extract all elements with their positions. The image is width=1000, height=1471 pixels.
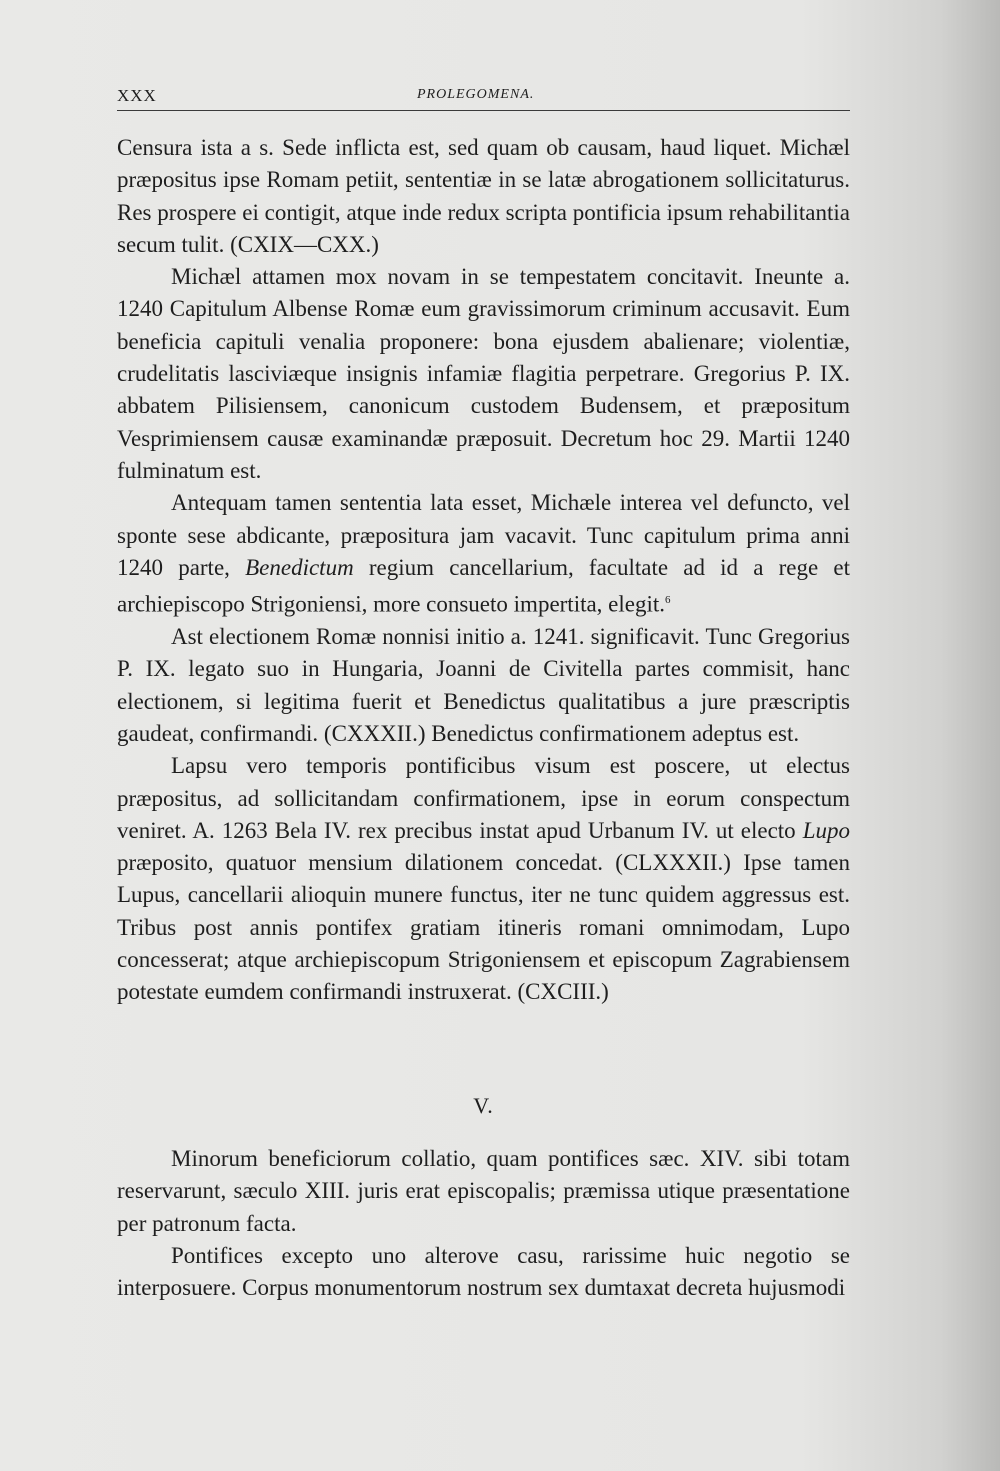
paragraph-text: Lapsu vero temporis pontificibus visum est poscere, ut electus præpositus, ad sollicitandam confirmationem, ipse in eorum conspectum veniret. A. 1263 Bela IV. rex precibus instat apud Urbanum IV. ut electo bbox=[117, 753, 850, 843]
paragraph-censura: Censura ista a s. Sede inflicta est, sed quam ob causam, haud liquet. Michæl præpositus ipse Romam petiit, sententiæ in se latæ abrogationem sollicitaturus. Res prospere ei contigit, atque inde redux scripta pontificia ipsum rehabilitantia secum tulit. (CXIX—CXX.) bbox=[117, 135, 850, 257]
paragraph-lapsu bbox=[117, 750, 850, 1008]
footnote-reference: 6 bbox=[665, 594, 671, 607]
italic-name: Benedictum bbox=[245, 554, 354, 580]
italic-name: Lupo bbox=[802, 817, 850, 843]
paragraph-pontifices: Pontifices excepto uno alterove casu, rarissime huic negotio se interposuere. Corpus monumentorum nostrum sex dumtaxat decreta hujusmodi bbox=[117, 1242, 850, 1301]
section-text bbox=[117, 1143, 850, 1304]
section-heading: V. bbox=[473, 1093, 494, 1118]
paragraph-minorum: Minorum beneficiorum collatio, quam pontifices sæc. XIV. sibi totam reservarunt, sæculo XIII. juris erat episcopalis; præmissa utique præsentatione per patronum facta. bbox=[117, 1146, 850, 1236]
paragraph-text: regium cancellarium, facultate ad id a rege et archiepiscopo Strigoniensi, more consueto impertita, elegit. bbox=[117, 554, 851, 617]
paragraph-text: Antequam tamen sententia lata esset, Michæle interea vel defuncto, vel sponte sese abdicante, præpositura jam vacavit. Tunc capitulum prima anni 1240 parte, bbox=[117, 490, 850, 580]
paragraph-ast: Ast electionem Romæ nonnisi initio a. 1241. significavit. Tunc Gregorius P. IX. legato suo in Hungaria, Joanni de Civitella partes commisit, hanc electionem, si legitima fuerit et Benedictus qualitatibus a jure præscriptis gaudeat, confirmandi. (CXXXII.) Benedictus confirmationem adeptus est. bbox=[117, 624, 850, 746]
paragraph-michael: Michæl attamen mox novam in se tempestatem concitavit. Ineunte a. 1240 Capitulum Albense Romæ eum gravissimorum criminum accusavit. Eum beneficia capituli venalia proponere: bona ejusdem abalienare; violentiæ, crudelitatis lasciviæque insignis infamiæ flagitia perpetrare. Gregorius P. IX. abbatem Pilisiensem, canonicum custodem Budensem, et præpositum Vesprimiensem causæ examinandæ præposuit. Decretum hoc 29. Martii 1240 fulminatum est. bbox=[117, 264, 850, 483]
page-number: XXX bbox=[117, 86, 157, 105]
main-text bbox=[117, 132, 850, 1009]
running-title: PROLEGOMENA. bbox=[417, 87, 535, 102]
paragraph-text: præposito, quatuor mensium dilationem concedat. (CLXXXII.) Ipse tamen Lupus, cancellarii alioquin munere functus, iter ne tunc quidem aggressus est. Tribus post annis pontifex gratiam itineris romani omnimodam, Lupo concesserat; atque archiepiscopum Strigoniensem et episcopum Zagrabiensem potestate eumdem confirmandi instruxerat. (CXCIII.) bbox=[117, 850, 850, 1005]
header-rule bbox=[117, 110, 850, 111]
paragraph-antequam bbox=[117, 487, 850, 621]
page-header bbox=[117, 86, 852, 110]
